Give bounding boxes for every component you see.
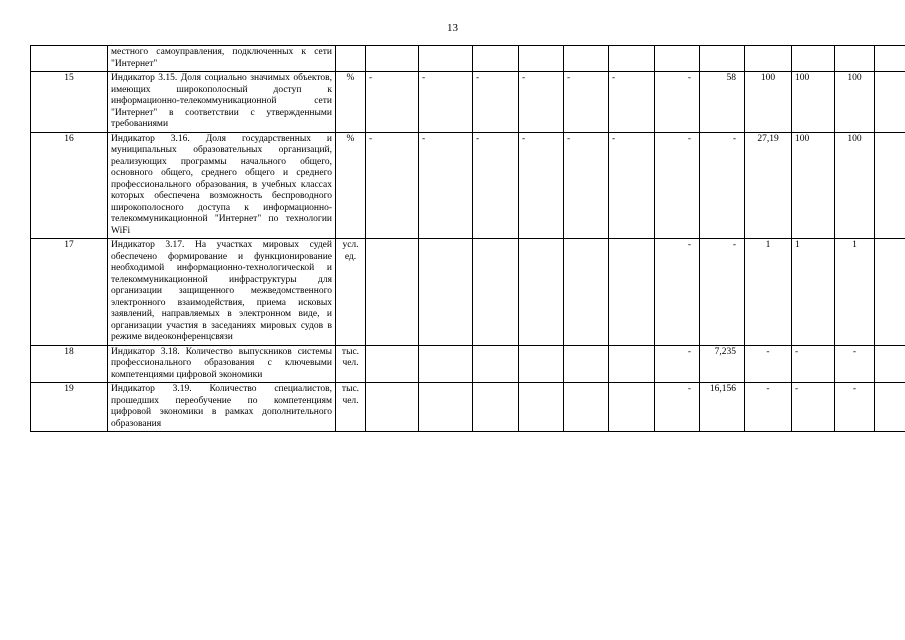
unit-cell: % [336, 132, 366, 239]
value-cell: - [366, 72, 419, 133]
value-cell: 100 [835, 132, 875, 239]
value-cell [875, 72, 905, 133]
indicator-description: Индикатор 3.16. Доля государственных и муниципальных образовательных организаций, реализующих программы начального общего, основного общего, среднего общего и среднего профессионального образования, в учебных классах которых обеспечена возможность беспроводного широкополосного доступа к информационно-телекоммуникационной "Интернет" по технологии WiFi [108, 132, 336, 239]
value-cell: - [366, 132, 419, 239]
value-cell [609, 239, 655, 346]
value-cell [609, 46, 655, 72]
table-row [31, 383, 905, 432]
row-number: 17 [31, 239, 108, 346]
value-cell: - [564, 72, 609, 133]
value-cell [419, 345, 473, 383]
value-cell: 7,235 [700, 345, 745, 383]
value-cell [792, 46, 835, 72]
value-cell [366, 383, 419, 432]
value-cell: 100 [835, 72, 875, 133]
value-cell: 100 [745, 72, 792, 133]
indicator-description: местного самоуправления, подключенных к сети "Интернет" [108, 46, 336, 72]
value-cell [473, 383, 519, 432]
value-cell: - [655, 383, 700, 432]
value-cell: - [655, 72, 700, 133]
unit-cell [336, 46, 366, 72]
value-cell [875, 345, 905, 383]
value-cell [609, 383, 655, 432]
value-cell: 58 [700, 72, 745, 133]
value-cell: - [655, 239, 700, 346]
value-cell [564, 239, 609, 346]
value-cell: - [745, 383, 792, 432]
indicator-description: Индикатор 3.18. Количество выпускников системы профессионального образования с ключевыми компетенциями цифровой экономики [108, 345, 336, 383]
table-row [31, 132, 905, 239]
value-cell [473, 46, 519, 72]
value-cell: 1 [745, 239, 792, 346]
indicators-table [30, 45, 905, 432]
value-cell: - [419, 72, 473, 133]
value-cell [519, 46, 564, 72]
row-number: 19 [31, 383, 108, 432]
unit-cell: тыс. чел. [336, 345, 366, 383]
row-number: 15 [31, 72, 108, 133]
row-number: 16 [31, 132, 108, 239]
value-cell [655, 46, 700, 72]
value-cell [835, 46, 875, 72]
value-cell [519, 383, 564, 432]
value-cell: - [419, 132, 473, 239]
row-number [31, 46, 108, 72]
value-cell: - [519, 72, 564, 133]
table-row [31, 46, 905, 72]
value-cell: - [473, 72, 519, 133]
value-cell: - [609, 132, 655, 239]
value-cell: - [473, 132, 519, 239]
value-cell [419, 239, 473, 346]
value-cell: - [609, 72, 655, 133]
value-cell: - [745, 345, 792, 383]
value-cell [366, 345, 419, 383]
value-cell [519, 239, 564, 346]
value-cell: - [655, 132, 700, 239]
value-cell: 27,19 [745, 132, 792, 239]
value-cell [366, 239, 419, 346]
value-cell: - [792, 383, 835, 432]
value-cell [745, 46, 792, 72]
value-cell [564, 345, 609, 383]
value-cell: - [792, 345, 835, 383]
value-cell: 1 [835, 239, 875, 346]
value-cell [473, 239, 519, 346]
value-cell: 1 [792, 239, 835, 346]
value-cell [366, 46, 419, 72]
indicator-description: Индикатор 3.19. Количество специалистов, прошедших переобучение по компетенциям цифровой экономики в рамках дополнительного образования [108, 383, 336, 432]
value-cell [564, 383, 609, 432]
value-cell [875, 46, 905, 72]
value-cell [875, 132, 905, 239]
value-cell: - [655, 345, 700, 383]
unit-cell: % [336, 72, 366, 133]
table-row [31, 345, 905, 383]
unit-cell: усл. ед. [336, 239, 366, 346]
indicator-description: Индикатор 3.17. На участках мировых судей обеспечено формирование и функционирование необходимой информационно-технологической и телекоммуникационной инфраструктуры для организации защищенного межведомственного электронного взаимодействия, приема исковых заявлений, направляемых в электронном виде, и организации участия в заседаниях мировых судов в режиме видеоконференцсвязи [108, 239, 336, 346]
value-cell [875, 383, 905, 432]
row-number: 18 [31, 345, 108, 383]
value-cell: - [835, 383, 875, 432]
value-cell [519, 345, 564, 383]
value-cell: - [835, 345, 875, 383]
value-cell [564, 46, 609, 72]
page-number: 13 [447, 22, 458, 34]
value-cell [419, 383, 473, 432]
table-row [31, 72, 905, 133]
value-cell [473, 345, 519, 383]
value-cell: 100 [792, 132, 835, 239]
value-cell [419, 46, 473, 72]
value-cell: - [564, 132, 609, 239]
table-row [31, 239, 905, 346]
value-cell [875, 239, 905, 346]
value-cell: - [519, 132, 564, 239]
value-cell [700, 46, 745, 72]
value-cell: 16,156 [700, 383, 745, 432]
value-cell [609, 345, 655, 383]
indicator-description: Индикатор 3.15. Доля социально значимых объектов, имеющих широкополосный доступ к информационно-телекоммуникационной сети "Интернет" в соответствии с утвержденными требованиями [108, 72, 336, 133]
value-cell: 100 [792, 72, 835, 133]
value-cell: - [700, 132, 745, 239]
value-cell: - [700, 239, 745, 346]
unit-cell: тыс. чел. [336, 383, 366, 432]
